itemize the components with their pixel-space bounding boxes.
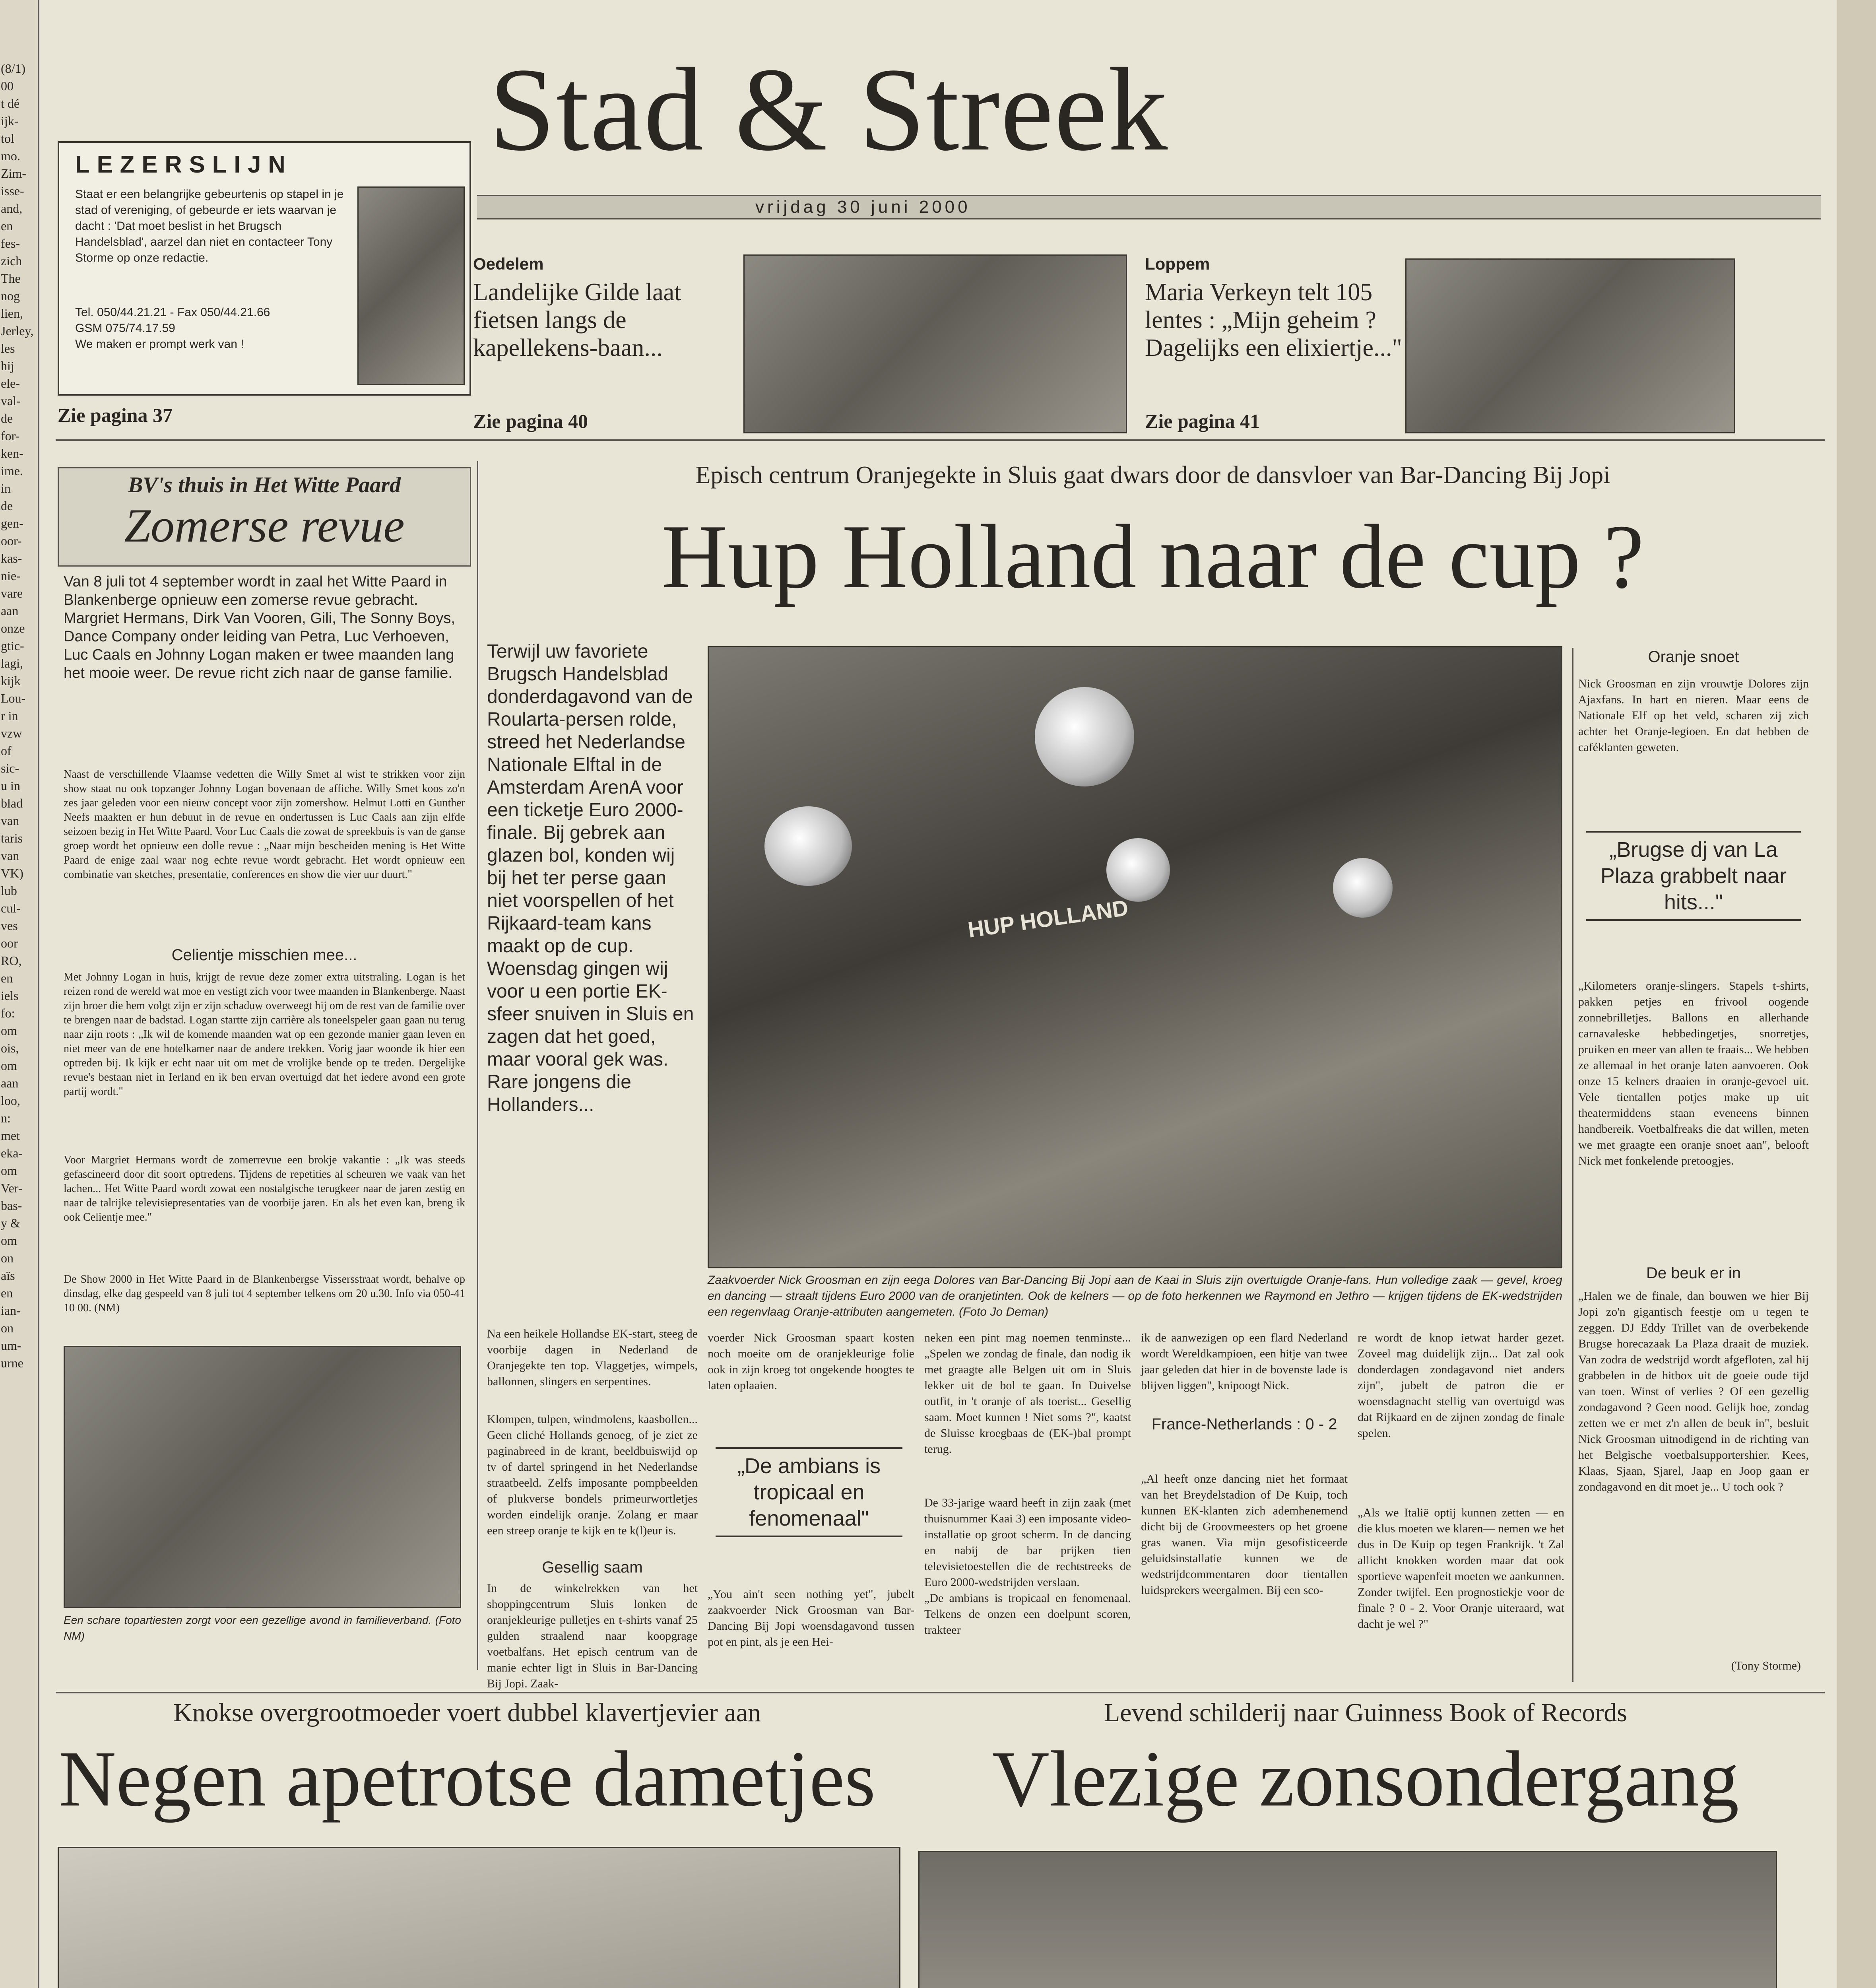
masthead-title: Stad & Streek — [489, 43, 1169, 175]
left-strip-fragment: ken- — [1, 446, 23, 460]
soccer-ball-icon — [1333, 858, 1393, 918]
left-strip-fragment: om — [1, 1058, 17, 1073]
bottom-left-headline: Negen apetrotse dametjes — [58, 1735, 876, 1823]
left-strip-fragment: zich — [1, 254, 22, 268]
left-strip-fragment: loo, — [1, 1093, 20, 1108]
divider-col1 — [477, 461, 478, 1670]
left-strip-fragment: (8/1) — [1, 61, 26, 76]
revue-p4: De Show 2000 in Het Witte Paard in de Blankenbergse Vissersstraat wordt, behalve op dinsdag, elke dag gespeeld van 8 juli tot 4 september telkens om 20 u.30. Info via 050-41 10 00. (NM) — [64, 1273, 465, 1314]
left-strip-fragment: Zim- — [1, 166, 26, 181]
left-strip-fragment: RO, — [1, 953, 22, 968]
left-strip-fragment: on — [1, 1251, 14, 1265]
left-strip-fragment: in — [1, 481, 11, 495]
lezerslijn-heading: LEZERSLIJN — [75, 151, 293, 178]
lezerslijn-gsm: GSM 075/74.17.59 — [75, 322, 175, 335]
left-strip-fragment: gen- — [1, 516, 23, 530]
main-col1b: Klompen, tulpen, windmolens, kaasbollen... Geen cliché Hollands genoeg, of je ziet ze paginabreed in de krant, beeldbuiswijd op tv of dartel springend in het Nederlandse straatbeeld. Zelfs imposante pompbeelden of plukverse bondels primeurwortletjes worden eindelijk oranje. Zolang er maar een streep oranje te kijk en te k(l)eur is. — [487, 1413, 698, 1537]
revue-p1: Naast de verschillende Vlaamse vedetten die Willy Smet al wist te strikken voor zijn show staat nu ook topzanger Johnny Logan bovenaan de affiche. Willy Smet koos zo'n zes jaar geleden voor een nieuw concept voor zijn zomershow. Helmut Lotti en Gunther Neefs maakten er hun debuut in de revue en ondertussen is Luc Caals aan zijn elfde seizoen bezig in Het Witte Paard. Voor Luc Caals die zowat de spreekbuis is van de ganse groep wordt het opnieuw een dolle revue : „Naar mijn bescheiden mening is Het Witte Paard de enige zaal waar nog echte revue wordt gebracht. Het wordt opnieuw een combinatie van sketches, presentatie, conferences en show die vier uur duurt." — [64, 768, 465, 881]
left-strip-fragment: um- — [1, 1338, 21, 1353]
left-strip-fragment: Ver- — [1, 1181, 23, 1195]
teaser-oedelem-title: Landelijke Gilde laat fietsen langs de kapellekens-baan... — [473, 279, 681, 361]
right-subhead-2: De beuk er in — [1646, 1264, 1741, 1282]
lezerslijn-box — [58, 141, 471, 396]
revue-subhead: Celientje misschien mee... — [171, 946, 357, 964]
left-strip-fragment: val- — [1, 394, 21, 408]
main-col5: re wordt de knop ietwat harder gezet. Zoveel mag duidelijk zijn... Dat zal ook donderdagen zondagavond niet anders zijn", jubelt de patron die er woensdagnacht stellig van overtuigd was dat Rijkaard en de zijnen zondag de finale spelen. — [1358, 1331, 1564, 1440]
main-col2b: „You ain't seen nothing yet", jubelt zaakvoerder Nick Groosman van Bar-Dancing Bij Jopi woensdagavond tussen pot en pint, als je een Hei- — [708, 1588, 914, 1648]
left-strip-fragment: eka- — [1, 1146, 23, 1160]
left-strip-fragment: onze — [1, 621, 25, 635]
left-strip-fragment: om — [1, 1233, 17, 1248]
see-page-37: Zie pagina 37 — [58, 404, 173, 426]
left-strip-fragment: aan — [1, 604, 19, 618]
revue-title: Zomerse revue — [124, 499, 405, 552]
revue-photo — [64, 1346, 461, 1608]
soccer-ball-icon — [1106, 838, 1170, 902]
main-pull-quote: „De ambians is tropicaal en fenomenaal" — [716, 1447, 902, 1537]
left-strip-fragment: aïs — [1, 1268, 15, 1283]
left-strip-fragment: isse- — [1, 184, 24, 198]
teaser-loppem-title: Maria Verkeyn telt 105 lentes : „Mijn geheim ? Dagelijks een elixiertje..." — [1145, 279, 1402, 361]
teaser-oedelem-photo — [743, 254, 1127, 433]
right-edge — [1837, 0, 1876, 1988]
left-strip-fragment: van — [1, 813, 19, 828]
revue-lead: Van 8 juli tot 4 september wordt in zaal het Witte Paard in Blankenberge opnieuw een zomerse revue gebracht. Margriet Hermans, Dirk Van Vooren, Gili, The Sonny Boys, Dance Company onder leiding van Petra, Luc Verhoeven, Luc Caals en Johnny Logan maken er twee maanden lang het mooie weer. De revue richt zich naar de ganse familie. — [64, 573, 455, 681]
see-page-41: Zie pagina 41 — [1145, 410, 1260, 432]
bottom-right-kicker: Levend schilderij naar Guinness Book of Records — [1104, 1698, 1627, 1727]
left-strip-fragment: u in — [1, 779, 20, 793]
lezerslijn-slogan: We maken er prompt werk van ! — [75, 338, 244, 351]
main-col2: voerder Nick Groosman spaart kosten noch moeite om de oranjekleurige folie ook in zijn kroeg tot ongekende hoogtes te laten oplaaien. — [708, 1331, 914, 1392]
left-strip-fragment: 00 — [1, 79, 14, 93]
right-p2: „Kilometers oranje-slingers. Stapels t-shirts, pakken petjes en frivool oogende zonnebrilletjes. Ballons en allerhande carnavaleske hebbedingetjes, snorretjes, pruiken en meer van allen te fraais... We hebben ze allemaal in het oranje laten aanvoeren. Ook onze 15 kelners draaien in oranje-gevoel uit. Vele tientallen potjes make up uit theatermiddens staan eveneens binnen handbereik. Voetbalfreaks die dat willen, meten we met graagte een oranje snoet aan", belooft Nick met fonkelende pretoogjes. — [1578, 979, 1809, 1167]
left-strip-fragment: om — [1, 1023, 17, 1038]
main-lead: Terwijl uw favoriete Brugsch Handelsblad donderdagavond van de Roularta-persen rolde, streed het Nederlandse Nationale Elftal in de Amsterdam ArenA voor een ticketje Euro 2000-finale. Bij gebrek aan glazen bol, konden wij bij het ter perse gaan niet voorspellen of het Rijkaard-team kans maakt op de cup. Woensdag gingen wij voor u een portie EK-sfeer snuiven in Sluis en zagen dat het goed, maar vooral gek was. Rare jongens die Hollanders... — [487, 641, 694, 1115]
left-strip-fragment: tol — [1, 131, 14, 146]
bottom-left-kicker: Knokse overgrootmoeder voert dubbel klavertjevier aan — [173, 1698, 761, 1727]
left-strip-fragment: de — [1, 499, 13, 513]
left-strip-fragment: en — [1, 971, 13, 985]
hup-holland-banner: HUP HOLLAND — [966, 895, 1130, 942]
left-strip-fragment: cul- — [1, 901, 21, 915]
left-strip-text — [1, 60, 36, 1988]
right-p1: Nick Groosman en zijn vrouwtje Dolores zijn Ajaxfans. In hart en nieren. Maar eens de Nationale Elf op het veld, scharen zij zich achter het Oranje-legioen. En dat hebben de caféklanten geweten. — [1578, 677, 1809, 754]
right-byline: (Tony Storme) — [1731, 1659, 1801, 1672]
soccer-ball-icon — [764, 806, 852, 886]
teaser-loppem-photo — [1405, 258, 1735, 433]
left-strip-fragment: ime. — [1, 464, 23, 478]
main-photo-caption: Zaakvoerder Nick Groosman en zijn eega Dolores van Bar-Dancing Bij Jopi aan de Kaai in Sluis zijn overtuigde Oranje-fans. Hun volledige zaak — gevel, kroeg en dancing — straalt tijdens Euro 2000 van de oranjetinten. Ook de kelners — op de foto herkennen we Raymond en Jethro — krijgen tijdens de EK-wedstrijden een regenvlaag Oranje-attributen aangemeten. (Foto Jo Deman) — [708, 1274, 1562, 1318]
revue-kicker-box — [58, 467, 471, 567]
main-headline: Hup Holland naar de cup ? — [662, 506, 1644, 607]
left-strip-fragment: and, — [1, 201, 23, 215]
left-strip-fragment: oor- — [1, 534, 22, 548]
left-strip-fragment: ois, — [1, 1041, 19, 1055]
left-strip-fragment: met — [1, 1128, 20, 1143]
right-pull-quote: „Brugse dj van La Plaza grabbelt naar hits..." — [1586, 831, 1801, 921]
left-strip-fragment: vare — [1, 586, 23, 600]
left-strip-fragment: ijk- — [1, 114, 19, 128]
left-strip-fragment: iels — [1, 988, 19, 1003]
left-strip-fragment: de — [1, 411, 13, 425]
left-strip-fragment: sic- — [1, 761, 19, 775]
main-col1c: In de winkelrekken van het shoppingcentrum Sluis lonken de oranjekleurige pulletjes en t-shirts vanaf 25 gulden straalend naar koopgrage voetbalfans. Het episch centrum van de manie echter ligt in Sluis in Bar-Dancing Bij Jopi. Zaak- — [487, 1582, 698, 1690]
left-strip-fragment: fes- — [1, 236, 20, 250]
divider-top — [56, 439, 1825, 441]
left-strip-fragment: gtic- — [1, 639, 24, 653]
left-strip-fragment: Lou- — [1, 691, 26, 705]
left-strip-fragment: om — [1, 1163, 17, 1178]
teaser-loppem-place: Loppem — [1145, 254, 1210, 273]
lezerslijn-text: Staat er een belangrijke gebeurtenis op stapel in je stad of vereniging, of gebeurde er iets waarvan je dacht : 'Dat moet beslist in het Brugsch Handelsblad', aarzel dan niet en contacteer Tony Storme op onze redactie. — [75, 188, 344, 264]
main-col4-subhead: France-Netherlands : 0 - 2 — [1151, 1415, 1337, 1433]
see-page-40: Zie pagina 40 — [473, 410, 588, 432]
main-col3c: „De ambians is tropicaal en fenomenaal. Telkens de onzen een doelpunt scoren, trakteer — [924, 1592, 1131, 1637]
masthead-date-bar — [477, 195, 1821, 219]
lezerslijn-photo — [357, 186, 465, 385]
revue-caption: Een schare topartiesten zorgt voor een gezellige avond in familieverband. (Foto NM) — [64, 1614, 461, 1642]
left-strip-fragment: en — [1, 219, 13, 233]
left-strip-fragment: on — [1, 1321, 14, 1335]
revue-p3: Voor Margriet Hermans wordt de zomerrevue een brokje vakantie : „Ik was steeds gefascineerd door dit soort optredens. Tijdens de repetities al scheuren we vaak van het lachen... Het Witte Paard wordt zowat een nostalgische terugkeer naar de jaren zestig en naar de talrijke televisiepresentaties van de voorbije jaren. En als het even kan, breng ik ook Celientje mee." — [64, 1154, 465, 1223]
main-col3b: De 33-jarige waard heeft in zijn zaak (met thuisnummer Kaai 3) een imposante video-installatie op groot scherm. In de dancing en nabij de bar prijken tien televisietoestellen die de rechtstreeks de Euro 2000-wedstrijden verslaan. — [924, 1496, 1131, 1589]
main-col1: Na een heikele Hollandse EK-start, steeg de voorbije dagen in Nederland de Oranjegekte ten top. Vlaggetjes, wimpels, ballonnen, slingers en serpentines. — [487, 1327, 698, 1388]
left-strip-fragment: urne — [1, 1356, 23, 1370]
left-strip-fragment: for- — [1, 429, 20, 443]
left-strip-fragment: Jerley, — [1, 324, 34, 338]
left-strip-fragment: ian- — [1, 1303, 21, 1318]
right-p3: „Halen we de finale, dan bouwen we hier Bij Jopi zo'n gigantisch feestje om u tegen te zeggen. DJ Eddy Trillet van de overbekende Brugse horecazaak La Plaza draait de muziek. Van zodra de wedstrijd wordt afgefloten, zal hij grabbelen in de hitbox uit de goeie oude tijd van toen. Winst of verlies ? Of een gezellig zondagavond ? Geen nood. Gelijk hoe, zondag zetten we er met z'n allen de beuk in", besluit Nick Groosman uitnodigend in de richting van het Belgische voetbalsupportershier. Kees, Klaas, Sjaan, Sjarel, Jaap en Joop gaan er zondagavond en dit moet je... U toch ook ? — [1578, 1289, 1809, 1493]
masthead-date: vrijdag 30 juni 2000 — [755, 197, 971, 217]
main-col5b: „Als we Italië optij kunnen zetten — en die klus moeten we klaren— nemen we het dus in De Kuip op tegen Frankrijk. 't Zal allicht knokken worden maar dat ook sportieve wapenfeit moeten we aankunnen. Zonder twijfel. Een prognostiekje voor de finale ? 0 - 2. Voor Oranje uiteraard, wat dacht je wel ?" — [1358, 1506, 1564, 1631]
left-strip-fragment: of — [1, 744, 12, 758]
left-strip-fragment: nie- — [1, 569, 21, 583]
left-strip-fragment: kas- — [1, 551, 22, 565]
left-strip-fragment: t dé — [1, 96, 20, 111]
lezerslijn-phone: Tel. 050/44.21.21 - Fax 050/44.21.66 — [75, 306, 270, 319]
main-col4b: „Al heeft onze dancing niet het formaat van het Breydelstadion of De Kuip, toch kunnen EK-klanten zich ademhenemend dicht bij de Groovmeesters op het groene gras wanen. Via mijn gesofisticeerde geluidsinstallatie kunnen we de wedstrijdcommentaren door tientallen luidsprekers weergalmen. Bij een sco- — [1141, 1472, 1348, 1597]
left-strip-fragment: y & — [1, 1216, 20, 1230]
right-subhead-1: Oranje snoet — [1648, 648, 1739, 666]
divider-right-col — [1572, 648, 1573, 1682]
left-strip-fragment: fo: — [1, 1006, 15, 1020]
main-photo — [708, 646, 1562, 1268]
bottom-right-headline: Vlezige zonsondergang — [992, 1735, 1739, 1823]
revue-p2: Met Johnny Logan in huis, krijgt de revue deze zomer extra uitstraling. Logan is het reizen rond de wereld wat moe en vestigt zich voor twee maanden in Blankenberge. Naast zijn broer die hem volgt zijn er zijn schaduw overweegt hij om de rest van de familie over te brengen naar de badstad. Logan startte zijn carrière als toneelspeler gaan gaan nu terug naar zijn roots : „Ik wil de komende maanden wat op een gezonde manier gaan leven en niet meer van de ene hotelkamer naar de andere trekken. Vorig jaar woonde ik hier een optreden bij. Ik kijk er echt naar uit om met de vrolijke bende op te treden. Dergelijke revue's bestaan niet in Ierland en ik ben ervan overtuigd dat het iedere avond een grote partij wordt." — [64, 971, 465, 1098]
left-strip-fragment: aan — [1, 1076, 19, 1090]
left-strip-fragment: lub — [1, 883, 17, 898]
left-strip-fragment: hij — [1, 359, 14, 373]
left-strip-fragment: ves — [1, 918, 18, 933]
left-strip-fragment: bas- — [1, 1198, 22, 1213]
main-col4: ik de aanwezigen op een flard Nederland wordt Wereldkampioen, een hitje van twee jaar geleden dat hier in de bovenste lade is blijven liggen", knipoogt Nick. — [1141, 1331, 1348, 1392]
left-strip-fragment: vzw — [1, 726, 22, 740]
left-strip-fragment: r in — [1, 709, 18, 723]
left-strip-fragment: mo. — [1, 149, 20, 163]
bottom-right-photo — [918, 1851, 1777, 1988]
left-strip-fragment: lien, — [1, 306, 23, 320]
divider-bottom — [56, 1692, 1825, 1693]
left-strip-fragment: les — [1, 341, 15, 355]
left-strip-fragment: van — [1, 848, 19, 863]
main-kicker: Episch centrum Oranjegekte in Sluis gaat dwars door de dansvloer van Bar-Dancing Bij Jopi — [695, 462, 1610, 489]
bottom-left-photo — [58, 1847, 900, 1988]
left-strip-fragment: kijk — [1, 674, 21, 688]
left-strip-fragment: nog — [1, 289, 20, 303]
left-strip-fragment: blad — [1, 796, 23, 810]
left-strip-fragment: lagi, — [1, 656, 23, 670]
left-strip-fragment: en — [1, 1286, 13, 1300]
main-col3: neken een pint mag noemen tenminste... „Spelen we zondag de finale, dan nodig ik met graagte alle Belgen uit om in Sluis lekker uit de bol te gaan. In Duivelse outfit, in 't oranje of als toerist... Gesellig saam. Moet kunnen ! Niet soms ?", kaatst de Sluisse kroegbaas de (EK-)bal prompt terug. — [924, 1331, 1131, 1456]
left-strip-fragment: The — [1, 271, 21, 285]
left-strip-fragment: ele- — [1, 376, 20, 390]
left-strip-fragment: taris — [1, 831, 23, 845]
left-strip-fragment: oor — [1, 936, 18, 950]
teaser-oedelem-place: Oedelem — [473, 254, 544, 273]
left-strip-fragment: VK) — [1, 866, 23, 880]
left-strip-fragment: n: — [1, 1111, 11, 1125]
main-col1-subhead: Gesellig saam — [542, 1559, 643, 1576]
revue-kicker: BV's thuis in Het Witte Paard — [128, 473, 401, 497]
soccer-ball-icon — [1035, 687, 1134, 786]
